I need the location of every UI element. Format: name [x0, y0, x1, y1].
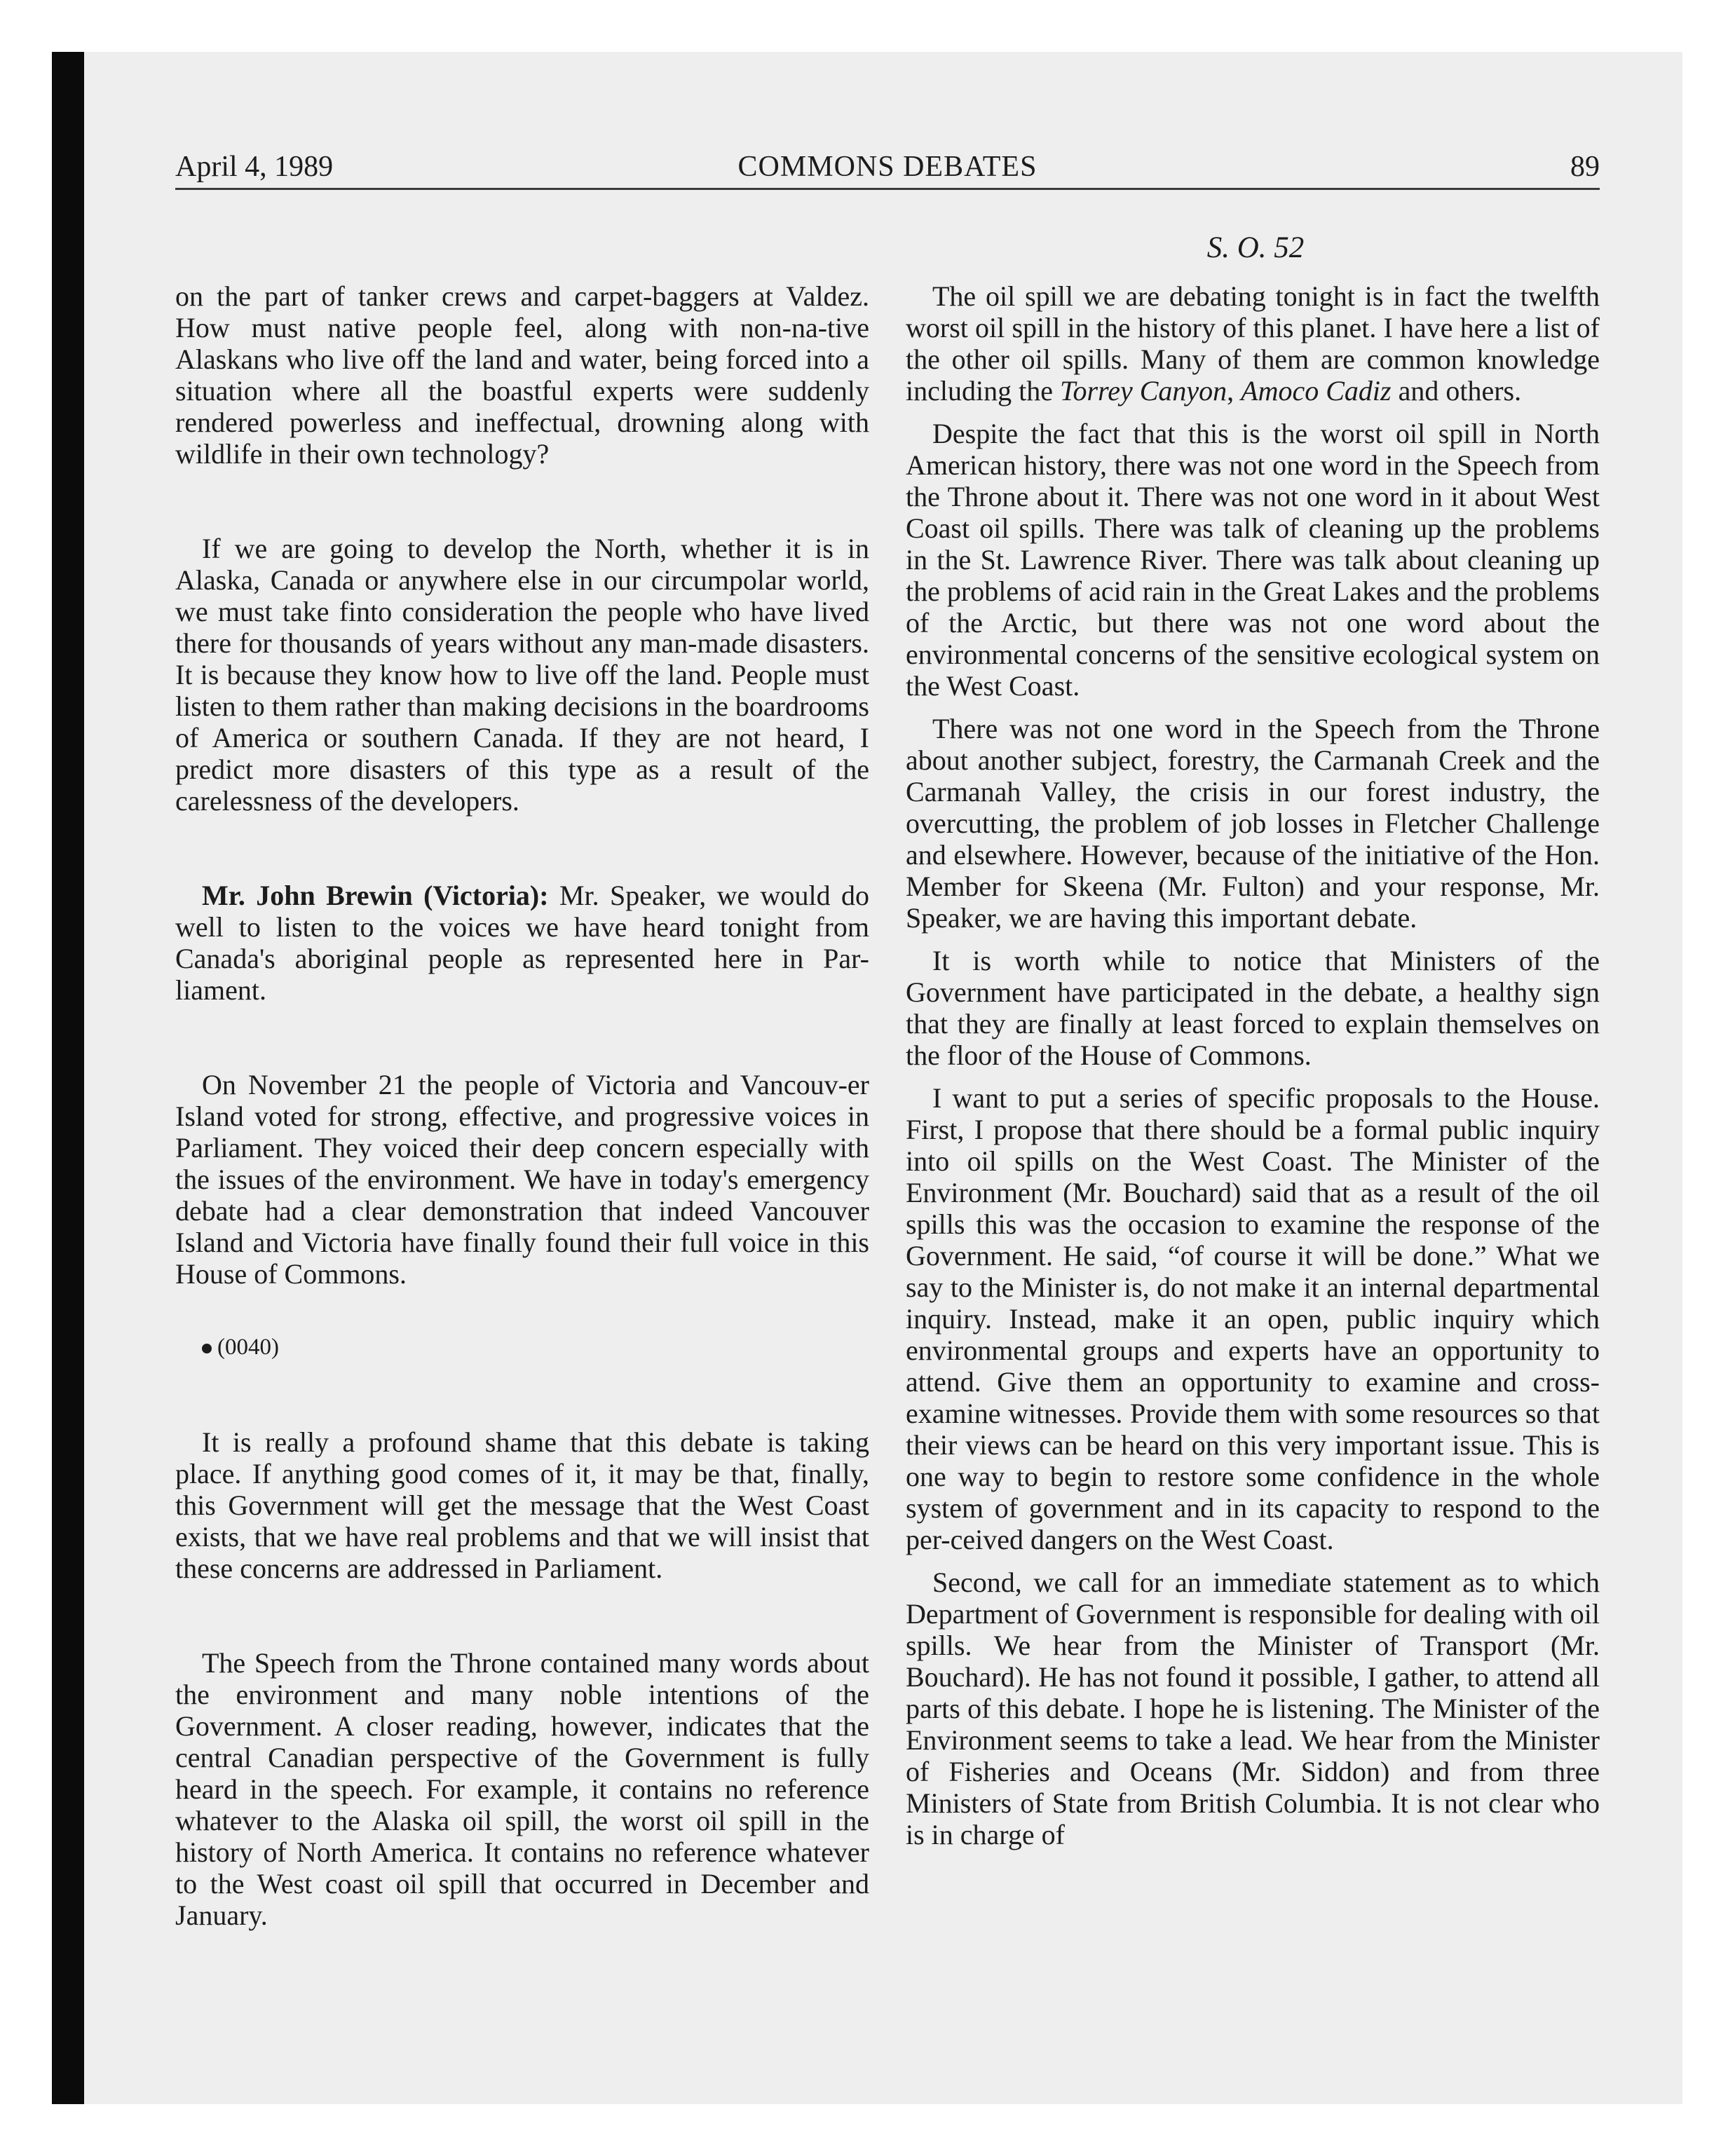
paragraph: It is worth while to notice that Ministers of the Government have participated in the debate, a healthy sign that they are finally at least forced to explain themselves on the floor of the House of Commons.: [906, 945, 1600, 1071]
text-run: ,: [1227, 375, 1241, 407]
paragraph: It is really a profound shame that this debate is taking place. If anything good comes of it, it may be that, finally, this Government will get the message that the West Coast exists, that we have real problems and that we will insist that these concerns are addressed in Parliament.: [175, 1426, 869, 1584]
bullet-icon: [202, 1344, 212, 1353]
speech-text: Mr. Speaker, we would do well to listen to the voices we have heard tonight from Canada's aboriginal people as represented here in Par-liament.: [175, 880, 869, 1006]
paragraph: Despite the fact that this is the worst oil spill in North American history, there was not one word in the Speech from the Throne about it. There was not one word in it about West Coast oil spills. There was talk of cleaning up the problems in the St. Lawrence River. There was talk about cleaning up the problems of acid rain in the Great Lakes and the problems of the Arctic, but there was not one word about the environmental concerns of the sensitive ecological system on the West Coast.: [906, 418, 1600, 702]
right-column: [906, 280, 1600, 1862]
speech-paragraph: [175, 880, 869, 1006]
paragraph: If we are going to develop the North, whether it is in Alaska, Canada or anywhere else in our circumpolar world, we must take finto consideration the people who have lived there for thousands of years without any man-made disasters. It is because they know how to live off the land. People must listen to them rather than making decisions in the boardrooms of America or southern Canada. If they are not heard, I predict more disasters of this type as a result of the carelessness of the developers.: [175, 533, 869, 817]
binding-edge: [52, 52, 84, 2104]
section-label: S. O. 52: [1206, 231, 1305, 264]
header-rule: [175, 188, 1600, 190]
speaker-name: Mr. John Brewin (Victoria):: [202, 880, 549, 911]
running-header: [175, 146, 1600, 188]
paragraph: I want to put a series of specific proposals to the House. First, I propose that there should be a formal public inquiry into oil spills on the West Coast. The Minister of the Environment (Mr. Bouchard) said that as a result of the oil spills this was the occasion to examine the response of the Government. He said, “of course it will be done.” What we say to the Minister is, do not make it an internal departmental inquiry. Instead, make it an open, public inquiry which environmental groups and experts have an opportunity to attend. Give them an opportunity to examine and cross-examine witnesses. Provide them with some resources so that their views can be heard on this very important issue. This is one way to begin to restore some confidence in the whole system of government and in its capacity to respond to the per-ceived dangers on the West Coast.: [906, 1082, 1600, 1555]
header-date: April 4, 1989: [175, 151, 334, 183]
time-mark: [175, 1332, 869, 1363]
text-run: The oil spill we are debating tonight is in fact the twelfth worst oil spill in the history of this planet. I have here a list of the other oil spills. Many of them are common knowledge including the: [906, 280, 1600, 407]
paragraph: [906, 280, 1600, 407]
paragraph: There was not one word in the Speech from the Throne about another subject, forestry, the Carmanah Creek and the Carmanah Valley, the crisis in our forest industry, the overcutting, the problem of job losses in Fletcher Challenge and elsewhere. However, because of the initiative of the Hon. Member for Skeena (Mr. Fulton) and your response, Mr. Speaker, we are having this important debate.: [906, 713, 1600, 934]
header-title: COMMONS DEBATES: [737, 151, 1037, 183]
ship-name: Amoco Cadiz: [1241, 375, 1392, 407]
page-number: 89: [1570, 151, 1600, 183]
text-run: and others.: [1391, 375, 1522, 407]
paragraph: Second, we call for an immediate statement as to which Department of Government is responsible for dealing with oil spills. We hear from the Minister of Transport (Mr. Bouchard). He has not found it possible, I gather, to attend all parts of this debate. I hope he is listening. The Minister of the Environment seems to take a lead. We hear from the Minister of Fisheries and Oceans (Mr. Siddon) and from three Ministers of State from British Columbia. It is not clear who is in charge of: [906, 1567, 1600, 1850]
paragraph: The Speech from the Throne contained many words about the environment and many noble intentions of the Government. A closer reading, however, indicates that the central Canadian perspective of the Government is fully heard in the speech. For example, it contains no reference whatever to the Alaska oil spill, the worst oil spill in the history of North America. It contains no reference whatever to the West coast oil spill that occurred in December and January.: [175, 1647, 869, 1931]
left-column: [175, 280, 869, 1931]
time-mark-text: (0040): [217, 1335, 279, 1360]
paragraph: on the part of tanker crews and carpet-baggers at Valdez. How must native people feel, along with non-na-tive Alaskans who live off the land and water, being forced into a situation where all the boastful experts were suddenly rendered powerless and ineffectual, drowning along with wildlife in their own technology?: [175, 280, 869, 470]
paragraph: On November 21 the people of Victoria and Vancouv-er Island voted for strong, effective, and progressive voices in Parliament. They voiced their deep concern especially with the issues of the environment. We have in today's emergency debate had a clear demonstration that indeed Vancouver Island and Victoria have finally found their full voice in this House of Commons.: [175, 1069, 869, 1290]
ship-name: Torrey Canyon: [1059, 375, 1227, 407]
